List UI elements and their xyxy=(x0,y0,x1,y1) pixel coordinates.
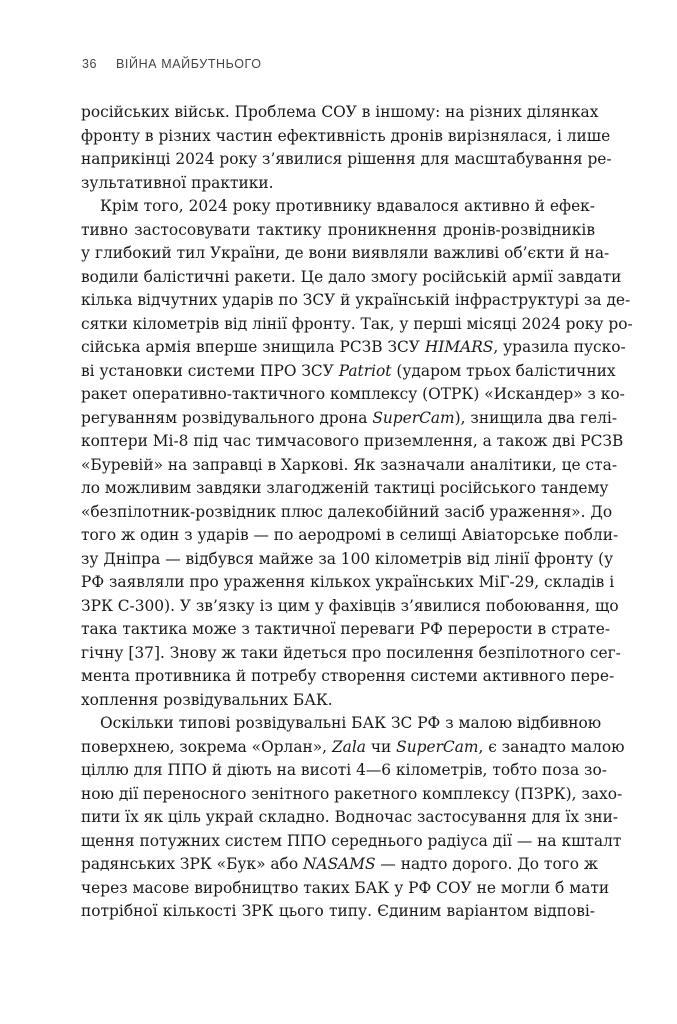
text-run: «безпілотник-розвідник плюс далекобійний засіб ураження». До xyxy=(81,502,613,521)
running-title: ВІЙНА МАЙБУТНЬОГО xyxy=(116,57,262,71)
text-line xyxy=(81,219,595,243)
text-run: тивно застосовувати тактику проникнення дронів-розвідників xyxy=(81,220,595,239)
italic-term: HIMARS xyxy=(424,338,494,356)
text-run: така тактика може з тактичної переваги РФ перерости в страте- xyxy=(81,620,611,638)
text-line xyxy=(81,618,611,642)
text-run: ві установки системи ПРО ЗСУ xyxy=(81,361,339,380)
text-run: фронту в різних частин ефективність дронів вирізнялася, і лише xyxy=(81,126,611,145)
text-run: Оскільки типові розвідувальні БАК ЗС РФ з малою відбивною xyxy=(100,714,602,732)
text-line xyxy=(81,430,624,454)
text-line xyxy=(81,125,611,149)
text-run: ціллю для ППО й діють на висоті 4—6 кілометрів, тобто поза зо- xyxy=(81,761,607,779)
text-run: поверхнею, зокрема «Орлан», xyxy=(81,737,332,756)
text-run: ЗРК С-300). У зв’язку із цим у фахівців з’явилися побоювання, що xyxy=(81,596,619,615)
text-run: (ударом трьох балістичних xyxy=(391,361,616,380)
text-run: водили балістичні ракети. Це дало змогу російській армії завдати xyxy=(81,267,622,286)
text-line xyxy=(81,571,615,595)
text-run: регуванням розвідувального дрона xyxy=(81,408,373,427)
text-line xyxy=(81,454,618,478)
text-run: через масове виробництво таких БАК у РФ СОУ не могли б мати xyxy=(81,878,610,897)
text-run: кілька відчутних ударів по ЗСУ й українській інфраструктурі за де- xyxy=(81,291,631,309)
text-line xyxy=(81,595,619,619)
page-number: 36 xyxy=(82,57,98,71)
text-line xyxy=(81,477,609,501)
italic-term: SuperCam xyxy=(396,737,479,756)
text-line xyxy=(81,360,616,384)
paragraph xyxy=(81,195,633,712)
text-line xyxy=(81,830,622,854)
running-header xyxy=(82,57,262,77)
text-run: — надто дорого. До того ж xyxy=(375,855,599,873)
text-line xyxy=(81,900,595,924)
text-line xyxy=(81,689,595,713)
text-line xyxy=(81,336,626,360)
italic-term: Zala xyxy=(331,737,366,756)
text-run: наприкінці 2024 року з’явилися рішення для масштабування ре- xyxy=(81,150,612,168)
text-line xyxy=(81,313,633,337)
text-run: того ж один з ударів — по аеродромі в селищі Авіаторське побли- xyxy=(81,526,619,544)
text-line xyxy=(81,736,625,760)
text-run: у глибокий тил України, де вони виявляли важливі об’єкти й на- xyxy=(81,244,610,262)
text-run: коптери Мі-8 під час тимчасового приземлення, а також дві РСЗВ xyxy=(81,432,624,450)
text-line xyxy=(81,712,602,736)
text-line xyxy=(81,266,622,290)
paragraph xyxy=(81,712,625,924)
text-run: Крім того, 2024 року противнику вдавалося активно й ефек- xyxy=(100,197,595,215)
text-line xyxy=(81,877,610,901)
text-line xyxy=(81,665,615,689)
paragraph xyxy=(81,101,612,195)
italic-term: SuperCam xyxy=(372,408,455,427)
text-run: ло можливим завдяки злагодженій тактиці російського тандему xyxy=(81,479,609,497)
text-run: радянських ЗРК «Бук» або xyxy=(81,855,303,873)
text-run: російських військ. Проблема СОУ в іншому: на різних ділянках xyxy=(81,103,599,121)
text-line xyxy=(81,501,613,525)
text-line xyxy=(81,642,621,666)
text-run: ), знищила два гелі- xyxy=(454,408,618,427)
text-run: «Буревій» на заправці в Харкові. Як зазначали аналітики, це ста- xyxy=(81,455,618,474)
italic-term: Patriot xyxy=(338,361,392,380)
body-text xyxy=(81,101,633,924)
text-line xyxy=(81,195,595,219)
text-run: чи xyxy=(365,737,397,756)
text-run: сійська армія вперше знищила РСЗВ ЗСУ xyxy=(81,338,425,356)
text-run: РФ заявляли про ураження кількох українських МіГ-29, складів і xyxy=(81,573,615,591)
text-run: щення потужних систем ППО середнього радіуса дії — на кшталт xyxy=(81,831,622,850)
text-line xyxy=(81,383,625,407)
text-line xyxy=(81,289,631,313)
text-run: гічну [37]. Знову ж таки йдеться про посилення безпілотного сег- xyxy=(81,643,621,662)
text-line xyxy=(81,759,607,783)
text-run: зультативної практики. xyxy=(81,173,274,192)
text-run: мента противника й потребу створення системи активного пере- xyxy=(81,667,615,685)
text-line xyxy=(81,806,619,830)
text-run: пити їх як ціль украй складно. Водночас застосування для їх зни- xyxy=(81,808,619,826)
text-run: хоплення розвідувальних БАК. xyxy=(81,690,333,709)
text-line xyxy=(81,548,614,572)
text-run: , уразила пуско- xyxy=(493,338,626,356)
text-line xyxy=(81,101,599,125)
text-run: зу Дніпра — відбувся майже за 100 кілометрів від лінії фронту (у xyxy=(81,549,614,568)
text-line xyxy=(81,783,623,807)
italic-term: NASAMS xyxy=(302,855,376,873)
text-line xyxy=(81,242,610,266)
text-run: сятки кілометрів від лінії фронту. Так, у перші місяці 2024 року ро- xyxy=(81,314,633,333)
text-run: ною дії переносного зенітного ракетного комплексу (ПЗРК), захо- xyxy=(81,784,623,803)
text-line xyxy=(81,148,612,172)
text-run: , є занадто малою xyxy=(478,737,625,756)
text-line xyxy=(81,172,595,196)
text-line xyxy=(81,407,618,431)
text-run: потрібної кількості ЗРК цього типу. Єдиним варіантом відпові- xyxy=(81,902,595,920)
text-run: ракет оперативно-тактичного комплексу (ОТРК) «Искандер» з ко- xyxy=(81,385,625,403)
text-line xyxy=(81,853,599,877)
text-line xyxy=(81,524,619,548)
